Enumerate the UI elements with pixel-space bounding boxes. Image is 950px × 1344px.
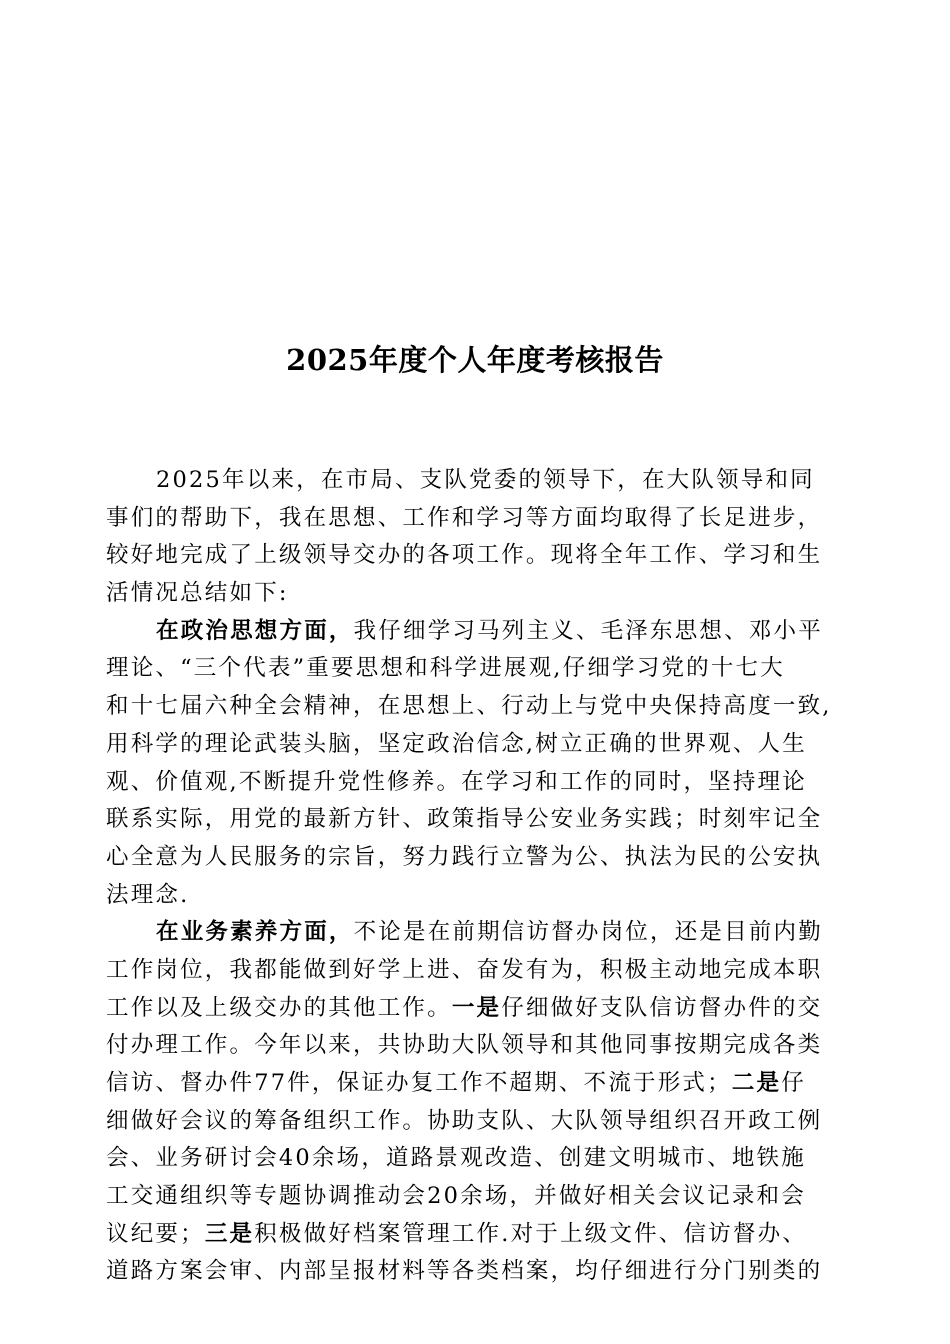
section-lead: 在政治思想方面， <box>156 617 354 644</box>
text-run: 我仔细学习马列主义、毛泽东思想、邓小平 <box>353 617 823 644</box>
text-line: 付办理工作。今年以来，共协助大队领导和其他同事按期完成各类 <box>106 1032 823 1059</box>
paragraph-intro <box>106 462 856 613</box>
text-run: 积极做好档案管理工作.对于上级文件、信访督办、 <box>254 1220 807 1247</box>
text-line: 会、业务研讨会40余场，道路景观改造、创建文明城市、地铁施 <box>106 1145 806 1172</box>
text-run: 不论是在前期信访督办岗位，还是目前内勤 <box>353 919 823 946</box>
text-run: 仔细做好支队信访督办件的交 <box>501 994 823 1021</box>
text-line: 和十七届六种全会精神，在思想上、行动上与党中央保持高度一致, <box>106 693 832 720</box>
text-run: 工作以及上级交办的其他工作。 <box>106 994 452 1021</box>
paragraph-professional <box>106 914 856 1291</box>
text-line: 细做好会议的筹备组织工作。协助支队、大队领导组织召开政工例 <box>106 1107 823 1134</box>
text-line: 观、价值观,不断提升党性修养。在学习和工作的同时，坚持理论 <box>106 768 807 795</box>
section-lead: 在业务素养方面， <box>156 919 354 946</box>
text-line: 工作岗位，我都能做到好学上进、奋发有为，积极主动地完成本职 <box>106 956 823 983</box>
document-title: 2025年度个人年度考核报告 <box>286 343 664 377</box>
text-run: 仔 <box>781 1070 806 1096</box>
item-marker: 三是 <box>204 1220 255 1247</box>
text-line: 联系实际，用党的最新方针、政策指导公安业务实践；时刻牢记全 <box>106 806 823 833</box>
document-body <box>106 462 856 1291</box>
text-line: 工交通组织等专题协调推动会20余场，并做好相关会议记录和会 <box>106 1183 806 1210</box>
text-line: 用科学的理论武装头脑，坚定政治信念,树立正确的世界观、人生 <box>106 730 807 757</box>
text-line <box>106 1216 856 1254</box>
text-line: 道路方案会审、内部呈报材料等各类档案，均仔细进行分门别类的 <box>106 1258 823 1285</box>
item-marker: 一是 <box>451 994 502 1021</box>
item-marker: 二是 <box>731 1070 782 1096</box>
text-line: 理论、“三个代表”重要思想和科学进展观,仔细学习党的十七大 <box>106 655 785 682</box>
text-line <box>106 990 856 1028</box>
text-line: 较好地完成了上级领导交办的各项工作。现将全年工作、学习和生 <box>106 542 823 569</box>
text-line: 事们的帮助下，我在思想、工作和学习等方面均取得了长足进步， <box>106 504 823 531</box>
text-line <box>106 1065 856 1103</box>
text-run: 议纪要； <box>106 1220 205 1247</box>
text-line <box>106 914 856 952</box>
text-line: 2025年以来，在市局、支队党委的领导下，在大队领导和同 <box>156 467 815 493</box>
text-run: 信访、督办件77件，保证办复工作不超期、不流于形式； <box>106 1070 732 1096</box>
text-line: 活情况总结如下: <box>106 580 289 607</box>
text-line: 心全意为人民服务的宗旨，努力践行立警为公、执法为民的公安执 <box>106 843 823 870</box>
paragraph-political <box>106 613 856 915</box>
text-line <box>106 613 856 651</box>
text-line: 法理念. <box>106 881 190 908</box>
